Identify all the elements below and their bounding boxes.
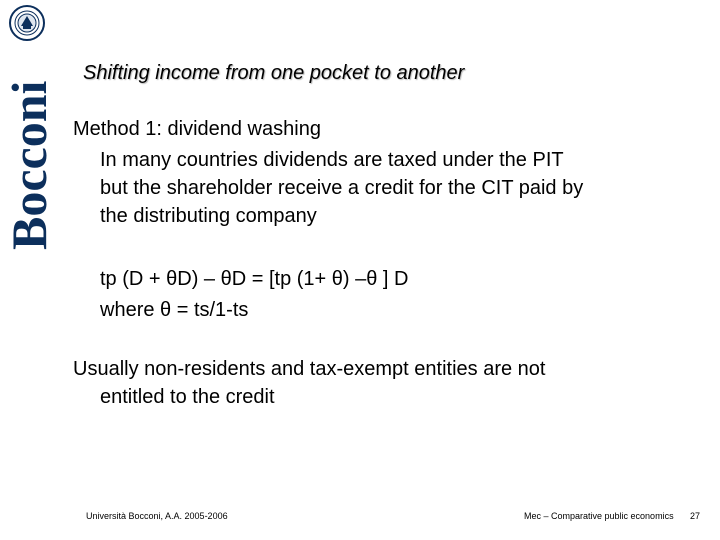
footer-institution: Università Bocconi, A.A. 2005-2006	[86, 511, 228, 521]
slide-title: Shifting income from one pocket to another	[83, 62, 465, 84]
footer-course: Mec – Comparative public economics	[524, 511, 674, 521]
method-heading: Method 1: dividend washing	[73, 118, 321, 140]
formula-block	[100, 264, 408, 326]
sidebar	[0, 0, 56, 540]
credit-text: entitled to the credit	[100, 386, 275, 408]
university-seal-icon	[8, 4, 46, 42]
method-description	[100, 146, 583, 230]
usually-text: Usually non-residents and tax-exempt entities are not	[73, 358, 546, 380]
page-number: 27	[690, 511, 701, 521]
formula: tp (D + θD) – θD = [tp (1+ θ) –θ ] D	[100, 268, 409, 290]
description-line: but the shareholder receive a credit for the CIT paid by	[100, 177, 584, 199]
formula-note: where θ = ts/1-ts	[100, 299, 249, 321]
description-line: In many countries dividends are taxed under the PIT	[100, 149, 564, 171]
description-line: the distributing company	[100, 205, 317, 227]
bocconi-logo: Bocconi	[1, 80, 57, 250]
